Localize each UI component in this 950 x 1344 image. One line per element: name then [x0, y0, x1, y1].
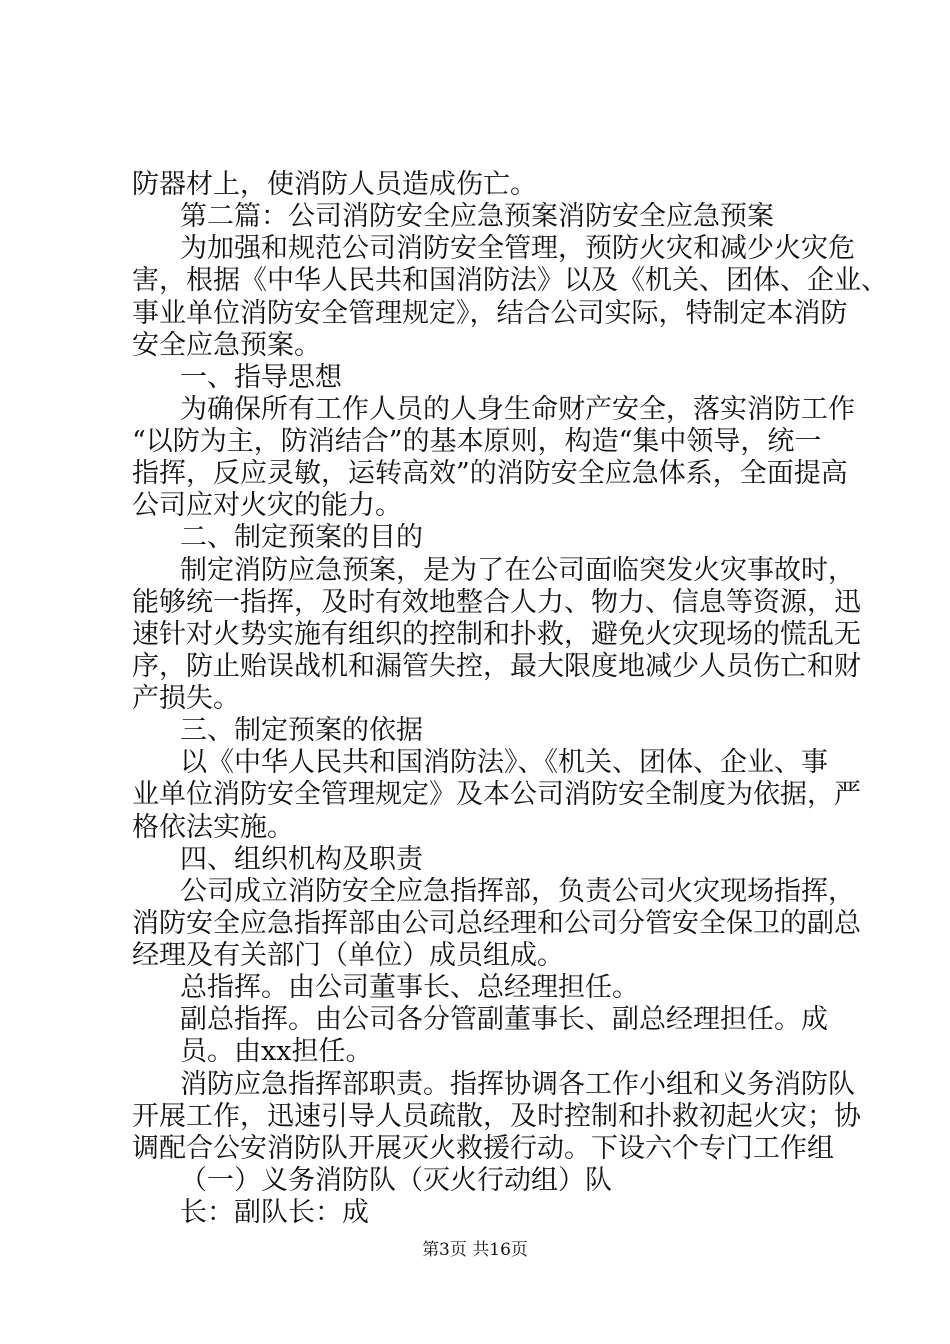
text-line-1: 防器材上，使消防人员造成伤亡。 — [132, 169, 537, 200]
text-line-31: 调配合公安消防队开展灭火救援行动。下设六个专门工作组 — [132, 1132, 834, 1164]
text-line-33: 长：副队长：成 — [180, 1197, 369, 1228]
section-heading-3: 三、制定预案的依据 — [180, 715, 423, 747]
text-line-3: 为加强和规范公司消防安全管理，预防火灾和减少火灾危 — [180, 233, 855, 265]
text-line-8: 为确保所有工作人员的人身生命财产安全，落实消防工作 — [180, 393, 855, 425]
text-line-25: 经理及有关部门（单位）成员组成。 — [132, 940, 564, 971]
text-line-32: （一）义务消防队（灭火行动组）队 — [180, 1164, 612, 1196]
text-line-19: 以《中华人民共和国消防法》、《机关、团体、企业、事 — [180, 747, 828, 779]
text-line-10: 指挥，反应灵敏，运转高效”的消防安全应急体系，全面提高 — [132, 458, 848, 490]
text-line-27: 副总指挥。由公司各分管副董事长、副总经理担任。成 — [180, 1004, 828, 1036]
text-line-6: 安全应急预案。 — [132, 329, 321, 361]
text-line-29: 消防应急指挥部职责。指挥协调各工作小组和义务消防队 — [180, 1068, 855, 1100]
section-heading-2: 二、制定预案的目的 — [180, 522, 423, 554]
text-line-2: 第二篇：公司消防安全应急预案消防安全应急预案 — [180, 201, 774, 233]
text-line-5: 事业单位消防安全管理规定》，结合公司实际，特制定本消防 — [132, 297, 848, 329]
text-line-26: 总指挥。由公司董事长、总经理担任。 — [180, 972, 639, 1004]
text-line-13: 制定消防应急预案，是为了在公司面临突发火灾事故时， — [180, 554, 855, 586]
section-heading-1: 一、指导思想 — [180, 361, 342, 393]
text-line-30: 开展工作，迅速引导人员疏散，及时控制和扑救初起火灾；协 — [132, 1100, 861, 1132]
text-line-15: 速针对火势实施有组织的控制和扑救，避免火灾现场的慌乱无 — [132, 618, 861, 650]
text-line-21: 格依法实施。 — [132, 811, 294, 843]
text-line-4: 害，根据《中华人民共和国消防法》以及《机关、团体、企业、 — [132, 265, 888, 297]
text-line-17: 产损失。 — [132, 683, 240, 714]
text-line-28: 员。由xx担任。 — [180, 1036, 373, 1068]
text-line-9: “以防为主，防消结合”的基本原则，构造“集中领导，统一 — [132, 426, 822, 457]
section-heading-4: 四、组织机构及职责 — [180, 843, 423, 875]
text-line-23: 公司成立消防安全应急指挥部，负责公司火灾现场指挥， — [180, 875, 855, 907]
text-line-16: 序，防止贻误战机和漏管失控，最大限度地减少人员伤亡和财 — [132, 650, 861, 682]
text-line-24: 消防安全应急指挥部由公司总经理和公司分管安全保卫的副总 — [132, 907, 861, 939]
text-line-11: 公司应对火灾的能力。 — [132, 490, 402, 522]
text-line-14: 能够统一指挥，及时有效地整合人力、物力、信息等资源，迅 — [132, 586, 861, 618]
text-line-20: 业单位消防安全管理规定》及本公司消防安全制度为依据，严 — [132, 779, 861, 811]
page-footer: 第3页 共16页 — [422, 1240, 528, 1260]
